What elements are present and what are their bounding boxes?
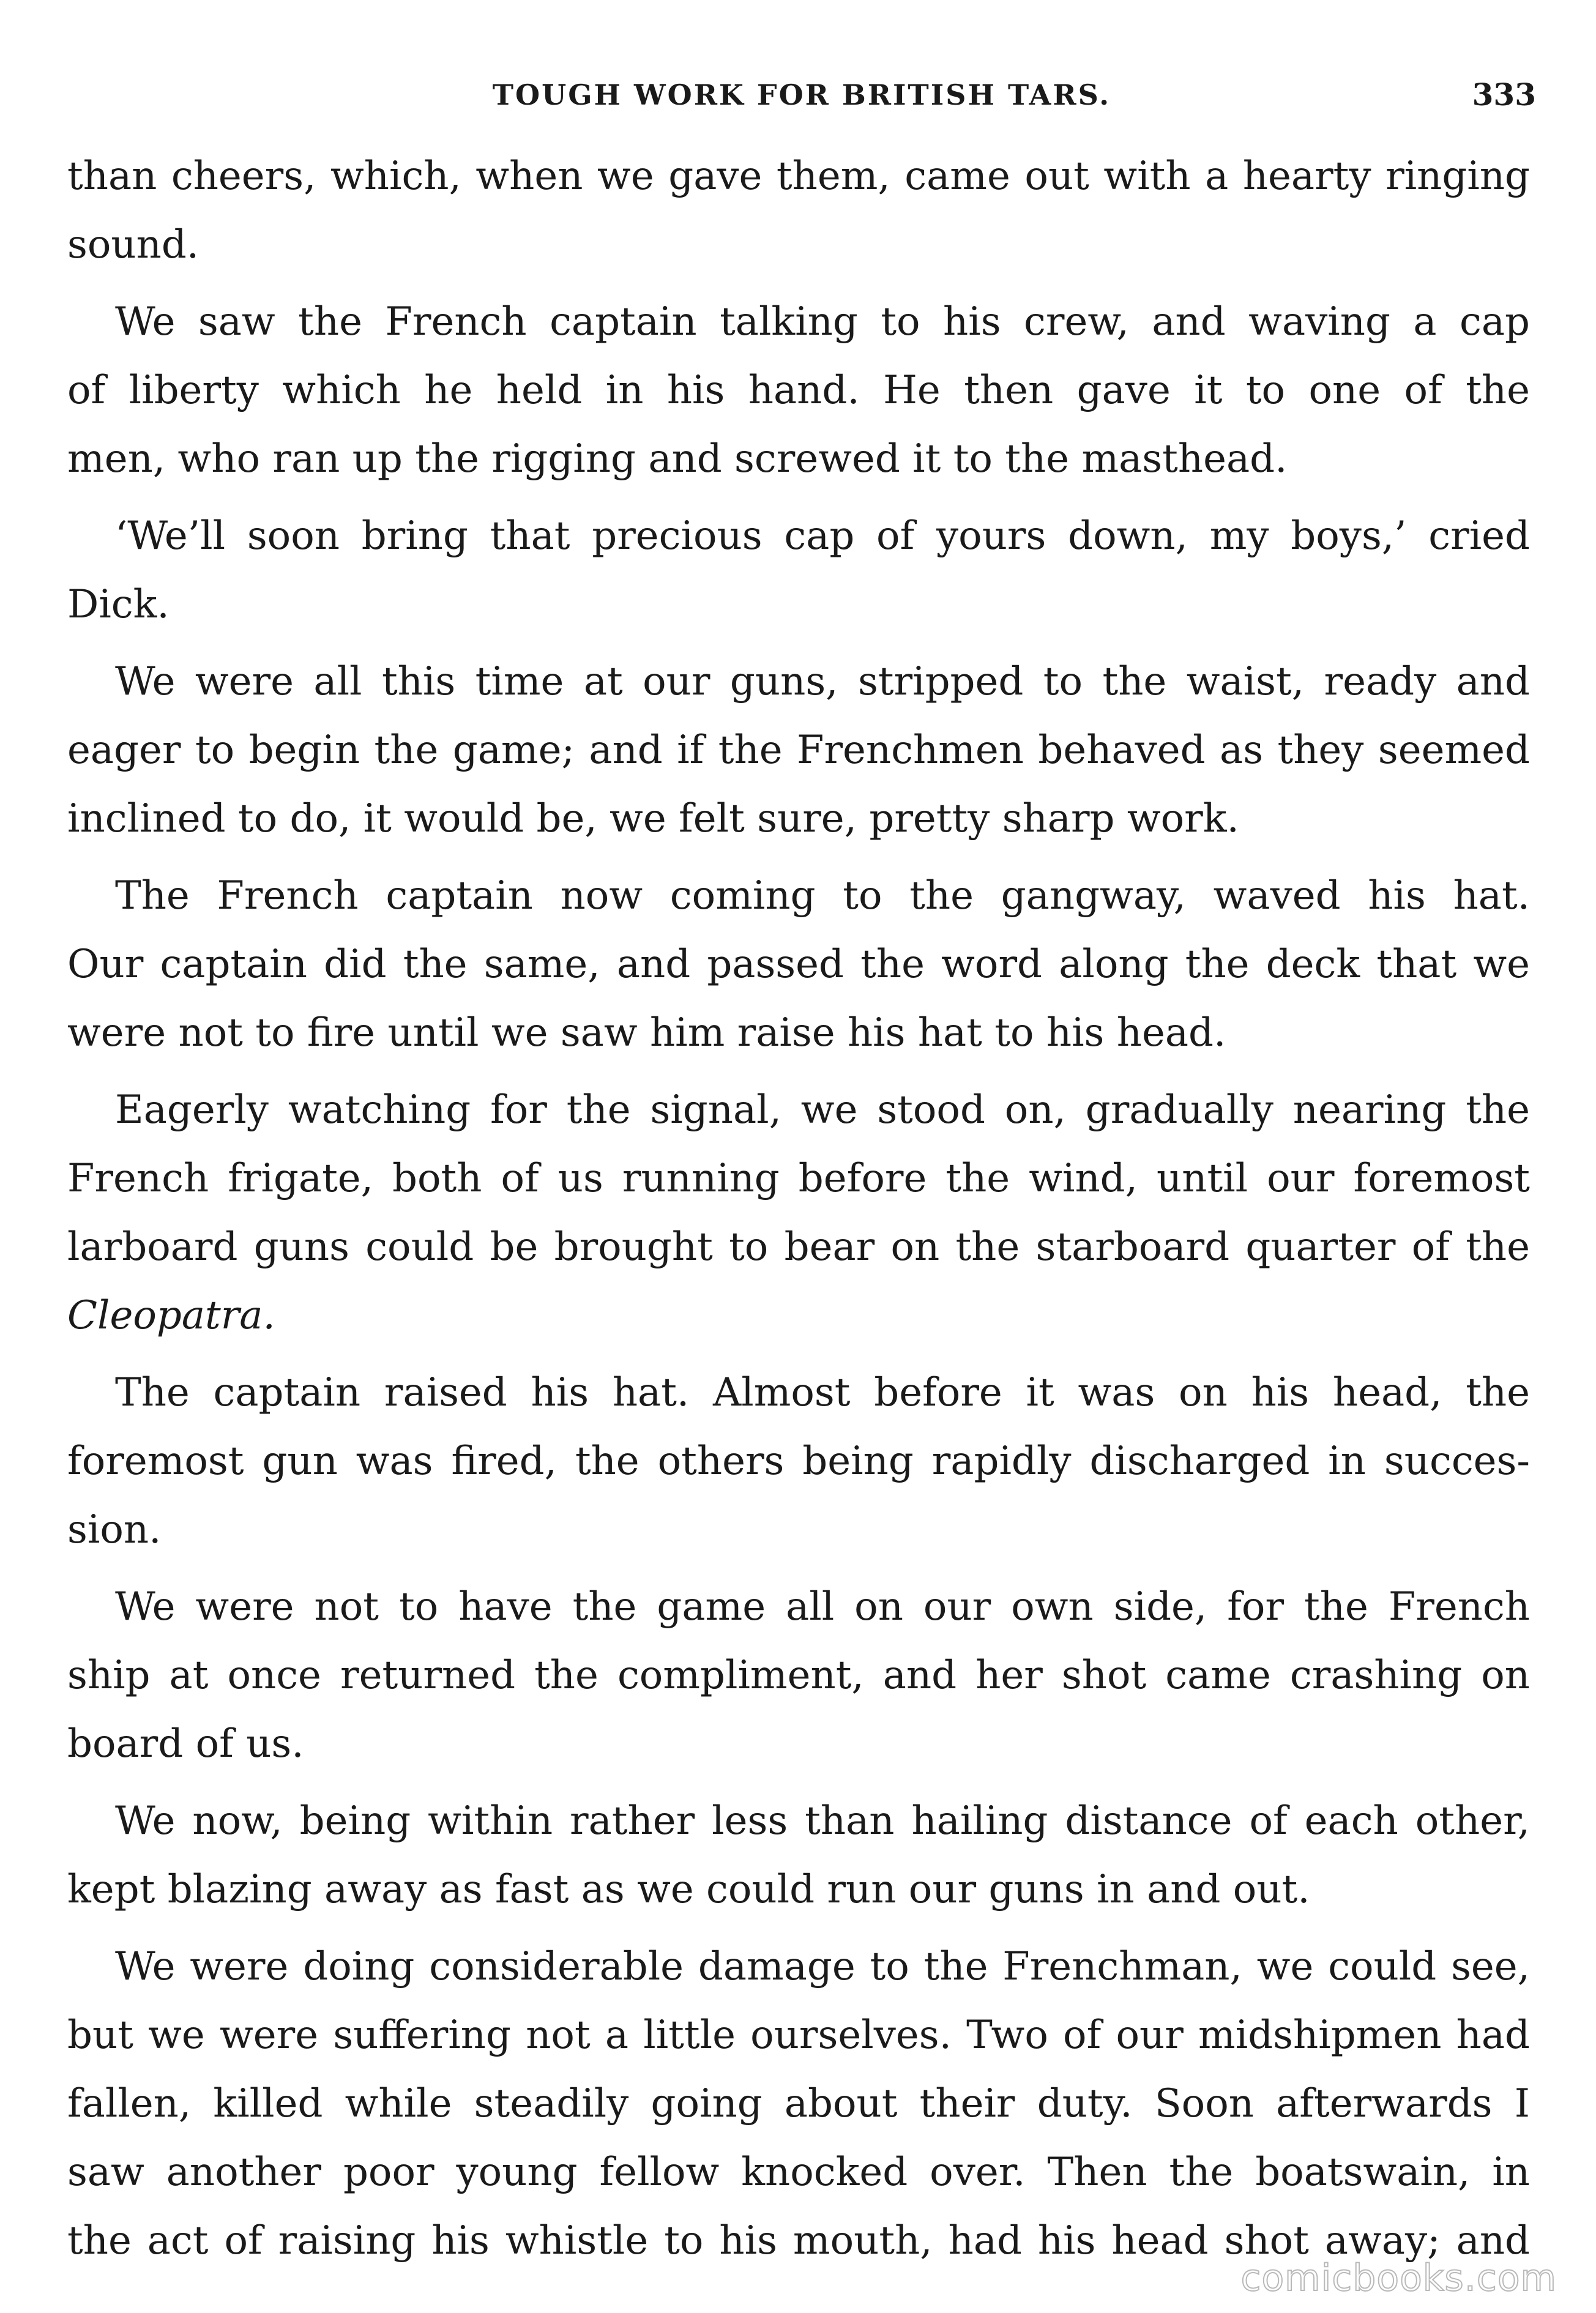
text-line: We now, being within rather less than hailing distance of each other, — [115, 1798, 1530, 1844]
running-title: TOUGH WORK FOR BRITISH TARS. — [492, 78, 1111, 111]
text-line: saw another poor young fellow knocked over. Then the boatswain, in — [67, 2150, 1530, 2195]
page-number: 333 — [1472, 76, 1536, 113]
text-line: sound. — [67, 222, 200, 267]
paragraph — [67, 1358, 1530, 1564]
running-head — [67, 67, 1536, 122]
paragraph — [67, 862, 1530, 1067]
text-line: Dick. — [67, 582, 170, 627]
text-line: We were doing considerable damage to the Frenchman, we could see, — [115, 1944, 1530, 1989]
text-line: men, who ran up the rigging and screwed it to the masthead. — [67, 436, 1288, 482]
text-line: sion. — [67, 1507, 162, 1552]
text-line: fallen, killed while steadily going about their duty. Soon afterwards I — [67, 2081, 1530, 2126]
text-line: Eagerly watching for the signal, we stood on, gradually nearing the — [115, 1087, 1530, 1133]
text-line: inclined to do, it would be, we felt sure, pretty sharp work. — [67, 796, 1239, 841]
text-line: kept blazing away as fast as we could run our guns in and out. — [67, 1867, 1310, 1912]
body-text — [67, 142, 1530, 2275]
text-line: eager to begin the game; and if the Frenchmen behaved as they seemed — [67, 728, 1530, 773]
text-line: We were not to have the game all on our own side, for the French — [115, 1584, 1530, 1630]
text-line: French frigate, both of us running before the wind, until our foremost — [67, 1156, 1530, 1201]
text-line: The captain raised his hat. Almost before it was on his head, the — [115, 1370, 1530, 1415]
text-line: ship at once returned the compliment, and her shot came crashing on — [67, 1653, 1530, 1698]
text-line: were not to fire until we saw him raise his hat to his head. — [67, 1010, 1226, 1056]
text-line: the act of raising his whistle to his mouth, had his head shot away; and — [67, 2218, 1530, 2263]
text-line: We saw the French captain talking to his crew, and waving a cap — [115, 299, 1530, 345]
paragraph — [67, 1076, 1530, 1350]
text-line: than cheers, which, when we gave them, came out with a hearty ringing — [67, 154, 1530, 199]
text-line: We were all this time at our guns, stripped to the waist, ready and — [115, 659, 1530, 704]
paragraph — [67, 1932, 1530, 2275]
text-line: of liberty which he held in his hand. He then gave it to one of the — [67, 368, 1530, 413]
paragraph — [67, 502, 1530, 639]
ship-name: Cleopatra. — [67, 1293, 275, 1338]
text-line: Our captain did the same, and passed the word along the deck that we — [67, 942, 1530, 987]
paragraph — [67, 647, 1530, 853]
text-line: ‘We’ll soon bring that precious cap of yours down, my boys,’ cried — [115, 513, 1530, 559]
paragraph — [67, 142, 1530, 279]
text-line: The French captain now coming to the gangway, waved his hat. — [115, 873, 1530, 918]
watermark: comicbooks.com — [1240, 2257, 1557, 2300]
paragraph — [67, 1787, 1530, 1924]
paragraph — [67, 1573, 1530, 1778]
text-line: larboard guns could be brought to bear on the starboard quarter of the — [67, 1224, 1530, 1270]
text-line: board of us. — [67, 1721, 304, 1767]
paragraph — [67, 288, 1530, 493]
text-line: but we were suffering not a little ourselves. Two of our midshipmen had — [67, 2013, 1530, 2058]
text-line: foremost gun was fired, the others being rapidly discharged in succes- — [67, 1439, 1530, 1484]
